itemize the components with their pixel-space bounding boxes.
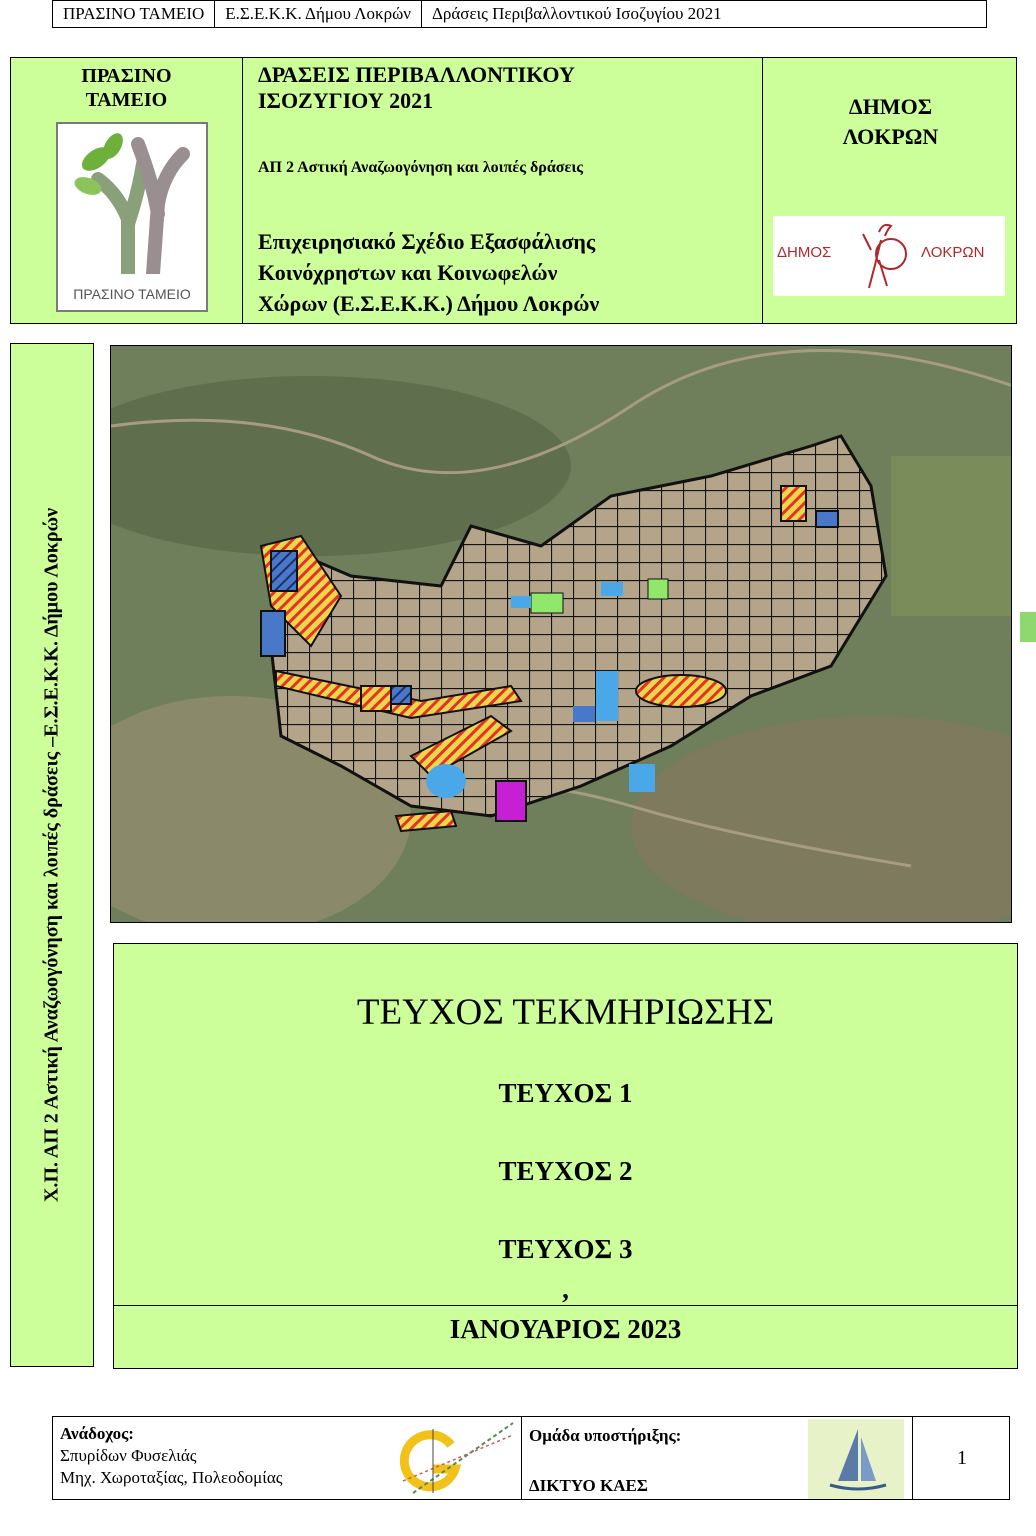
documentation-box xyxy=(113,943,1018,1369)
contractor-logo-icon xyxy=(393,1421,518,1497)
plan-title-line3: Χώρων (Ε.Σ.Ε.Κ.Κ.) Δήμου Λοκρών xyxy=(258,291,600,316)
header-cell-actions: Δράσεις Περιβαλλοντικού Ισοζυγίου 2021 xyxy=(431,4,722,23)
edge-tab-marker xyxy=(1020,612,1036,642)
page-number: 1 xyxy=(957,1447,967,1469)
plan-title-line2: Κοινόχρηστων και Κοινωφελών xyxy=(258,260,558,285)
plan-title xyxy=(258,226,599,319)
green-fund-title-line2: ΤΑΜΕΙΟ xyxy=(85,89,168,111)
contractor-title: Μηχ. Χωροταξίας, Πολεοδομίας xyxy=(60,1468,283,1487)
green-fund-title xyxy=(11,64,242,112)
municipality-logo xyxy=(773,216,1005,296)
green-fund-logo xyxy=(56,122,208,312)
stray-comma: , xyxy=(562,1274,569,1304)
action-axis-subtitle: ΑΠ 2 Αστική Αναζωογόνηση και λοιπές δράσεις xyxy=(258,159,584,176)
warrior-icon xyxy=(861,220,913,292)
municipality-title-line2: ΛΟΚΡΩΝ xyxy=(842,124,939,149)
municipality-logo-right-text: ΛΟΚΡΩΝ xyxy=(921,244,985,261)
top-header-bar xyxy=(52,0,987,28)
title-box xyxy=(10,57,1017,324)
municipality-title-line1: ΔΗΜΟΣ xyxy=(848,94,933,119)
contractor-name: Σπυρίδων Φυσελιάς xyxy=(60,1446,197,1465)
satellite-map xyxy=(110,345,1012,923)
documentation-title: ΤΕΥΧΟΣ ΤΕΚΜΗΡΙΩΣΗΣ xyxy=(356,992,775,1033)
green-fund-logo-caption: ΠΡΑΣΙΝΟ ΤΑΜΕΙΟ xyxy=(73,286,191,302)
actions-title-line1: ΔΡΑΣΕΙΣ ΠΕΡΙΒΑΛΛΟΝΤΙΚΟΥ xyxy=(258,62,575,87)
municipality-title xyxy=(763,92,1018,152)
footer-divider-1 xyxy=(521,1417,522,1499)
tree-logo-icon xyxy=(58,124,206,274)
actions-title-line2: ΙΣΟΖΥΓΙΟΥ 2021 xyxy=(258,88,434,113)
title-box-divider-left xyxy=(242,58,243,323)
contractor-label: Ανάδοχος: xyxy=(60,1424,134,1443)
plan-title-line1: Επιχειρησιακό Σχέδιο Εξασφάλισης xyxy=(258,229,596,254)
side-vertical-text: Χ.Π. ΑΠ 2 Αστική Αναζωογόνηση και λοιπές δράσεις –Ε.Σ.Ε.Κ.Κ. Δήμου Λοκρών xyxy=(40,507,63,1203)
kaes-logo-icon xyxy=(808,1419,904,1499)
volume-1-label: ΤΕΥΧΟΣ 1 xyxy=(498,1078,633,1108)
actions-title xyxy=(258,62,575,114)
side-bar xyxy=(10,343,94,1367)
publication-date: ΙΑΝΟΥΑΡΙΟΣ 2023 xyxy=(449,1314,682,1344)
town-plan-map-image xyxy=(111,346,1012,923)
volume-3-label: ΤΕΥΧΟΣ 3 xyxy=(498,1234,633,1264)
footer-contractor xyxy=(60,1423,282,1489)
green-fund-title-line1: ΠΡΑΣΙΝΟ xyxy=(81,65,172,87)
volume-2-label: ΤΕΥΧΟΣ 2 xyxy=(498,1156,633,1186)
header-cell-fund: ΠΡΑΣΙΝΟ ΤΑΜΕΙΟ xyxy=(53,1,215,27)
documentation-box-divider xyxy=(114,1305,1017,1306)
footer-table xyxy=(52,1416,1010,1500)
support-team-name: ΔΙΚΤΥΟ ΚΑΕΣ xyxy=(529,1476,648,1495)
support-team-label: Ομάδα υποστήριξης: xyxy=(529,1426,682,1445)
municipality-logo-left-text: ΔΗΜΟΣ xyxy=(777,244,832,261)
header-cell-plan: Ε.Σ.Ε.Κ.Κ. Δήμου Λοκρών xyxy=(215,1,422,27)
